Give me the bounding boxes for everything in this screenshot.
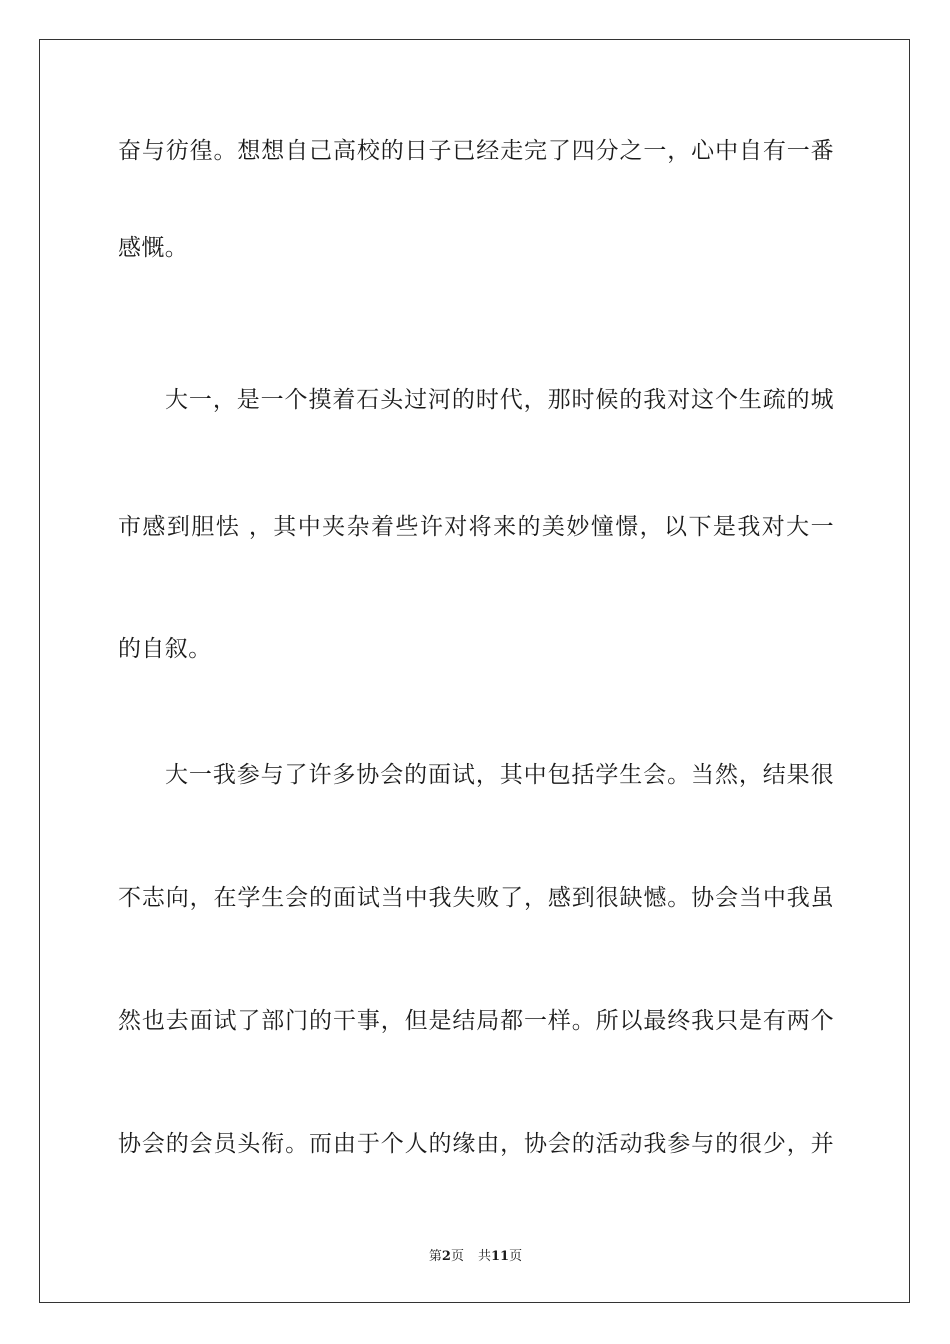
text-line: 大一，是一个摸着石头过河的时代，那时候的我对这个生疏的城 (165, 387, 834, 413)
text-line: 的自叙。 (118, 636, 212, 662)
text-line: 大一我参与了许多协会的面试，其中包括学生会。当然，结果很 (165, 762, 834, 788)
text-line: 奋与彷徨。想想自己高校的日子已经走完了四分之一，心中自有一番 (118, 138, 834, 164)
text-line: 协会的会员头衔。而由于个人的缘由，协会的活动我参与的很少，并 (118, 1131, 834, 1157)
total-suffix: 页 (509, 1249, 523, 1264)
text-line: 不志向，在学生会的面试当中我失败了，感到很缺憾。协会当中我虽 (118, 885, 834, 911)
page-prefix: 第 (428, 1249, 442, 1264)
page-suffix: 页 (450, 1249, 464, 1264)
page-frame (39, 39, 910, 1303)
page-footer (40, 1248, 911, 1266)
text-line: 感慨。 (118, 235, 189, 261)
total-page-count: 11 (490, 1249, 510, 1264)
text-line: 然也去面试了部门的干事，但是结局都一样。所以最终我只是有两个 (118, 1008, 834, 1034)
total-prefix: 共 (477, 1249, 491, 1264)
current-page-number: 2 (441, 1249, 451, 1264)
text-line: 市感到胆怯 ，其中夹杂着些许对将来的美妙憧憬，以下是我对大一 (118, 514, 834, 540)
